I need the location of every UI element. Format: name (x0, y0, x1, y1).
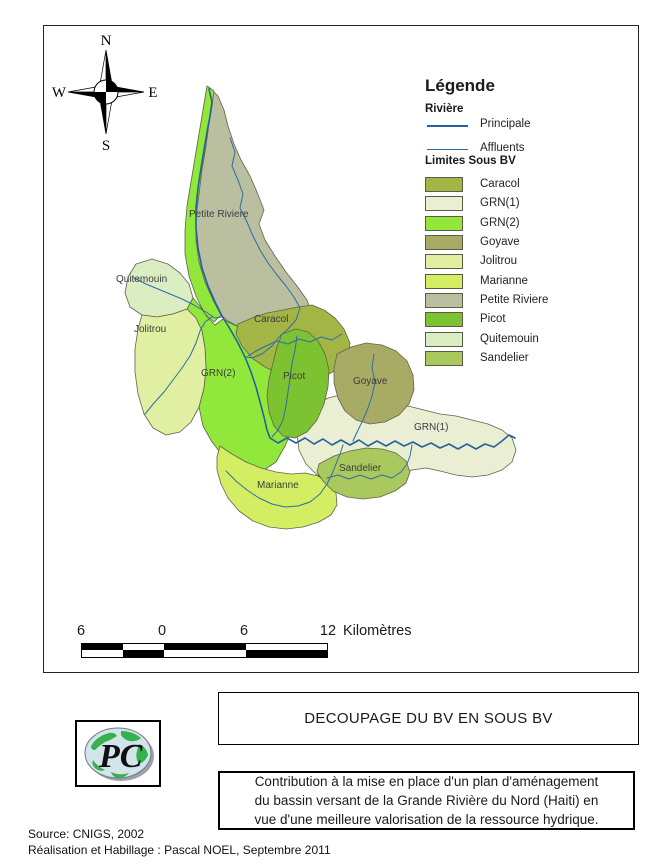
map-label-petite-riviere: Petite Riviere (189, 209, 249, 220)
legend-item-goyave: Goyave (480, 236, 520, 248)
compass-w-label: W (51, 85, 67, 101)
subtitle-line-1: Contribution à la mise en place d'un plan d'aménagement (254, 774, 599, 789)
legend-swatch-caracol (425, 177, 463, 192)
scalebar-tick-3: 12 (319, 623, 337, 639)
legend-swatch-grn2 (425, 216, 463, 231)
legend-item-picot: Picot (480, 313, 506, 325)
legend-swatch-quitemouin (425, 332, 463, 347)
map-frame (43, 25, 639, 673)
legend-limites-header: Limites Sous BV (425, 155, 516, 167)
legend-swatch-goyave (425, 235, 463, 250)
legend-affluents-label: Affluents (480, 142, 525, 154)
compass-n-label: N (100, 33, 112, 49)
legend-principale-label: Principale (480, 118, 531, 130)
legend-item-quitemouin: Quitemouin (480, 333, 539, 345)
map-label-marianne: Marianne (257, 480, 299, 491)
legend-swatch-jolitrou (425, 254, 463, 269)
legend-affluents-line (427, 149, 468, 150)
pc-globe-logo-icon (77, 722, 159, 785)
region-quitemouin (125, 259, 193, 317)
map-label-quitemouin: Quitemouin (116, 274, 168, 285)
realisation-credit: Réalisation et Habillage : Pascal NOEL, Septembre 2011 (28, 843, 331, 857)
legend (423, 64, 635, 394)
legend-swatch-marianne (425, 274, 463, 289)
scalebar-tick-0: 6 (76, 623, 86, 639)
compass-e-label: E (148, 85, 158, 101)
logo-letters: PC (99, 738, 143, 775)
map-label-goyave: Goyave (353, 376, 388, 387)
scalebar-tick-1: 0 (157, 623, 167, 639)
legend-principale-line (427, 125, 468, 127)
subtitle-line-3: vue d'une meilleure valorisation de la ressource hydrique. (254, 812, 599, 827)
legend-item-grn2: GRN(2) (480, 217, 520, 229)
legend-item-caracol: Caracol (480, 178, 520, 190)
compass-s-label: S (101, 138, 111, 154)
scalebar-segment (82, 650, 123, 657)
scale-bar (75, 623, 505, 663)
legend-item-jolitrou: Jolitrou (480, 255, 518, 267)
subtitle-box (218, 771, 635, 830)
scalebar-segment (246, 650, 327, 657)
scalebar-tick-2: 6 (239, 623, 249, 639)
map-label-grn2: GRN(2) (201, 368, 236, 379)
legend-title: Légende (425, 76, 495, 95)
north-arrow-icon (52, 33, 158, 154)
legend-item-grn1: GRN(1) (480, 197, 520, 209)
scalebar-segment (123, 650, 164, 657)
legend-swatch-picot (425, 312, 463, 327)
map-title: DECOUPAGE DU BV EN SOUS BV (304, 710, 553, 727)
map-label-jolitrou: Jolitrou (134, 324, 167, 335)
legend-item-sandelier: Sandelier (480, 352, 529, 364)
scalebar-row-bottom (81, 650, 328, 658)
legend-swatch-sandelier (425, 351, 463, 366)
legend-swatch-petite-riviere (425, 293, 463, 308)
scalebar-segment (164, 650, 246, 657)
legend-swatch-grn1 (425, 196, 463, 211)
legend-riviere-header: Rivière (425, 103, 464, 115)
map-label-sandelier: Sandelier (339, 463, 382, 474)
legend-item-petite-riviere: Petite Riviere (480, 294, 549, 306)
subtitle-line-2: du bassin versant de la Grande Rivière du Nord (Haiti) en (254, 793, 599, 808)
map-title-box (218, 692, 639, 745)
source-credit: Source: CNIGS, 2002 (28, 827, 145, 841)
scalebar-unit: Kilomètres (343, 623, 412, 639)
logo-box (75, 720, 161, 787)
map-label-picot: Picot (283, 371, 306, 382)
legend-item-marianne: Marianne (480, 275, 528, 287)
map-label-grn1: GRN(1) (414, 422, 449, 433)
map-label-caracol: Caracol (254, 314, 289, 325)
